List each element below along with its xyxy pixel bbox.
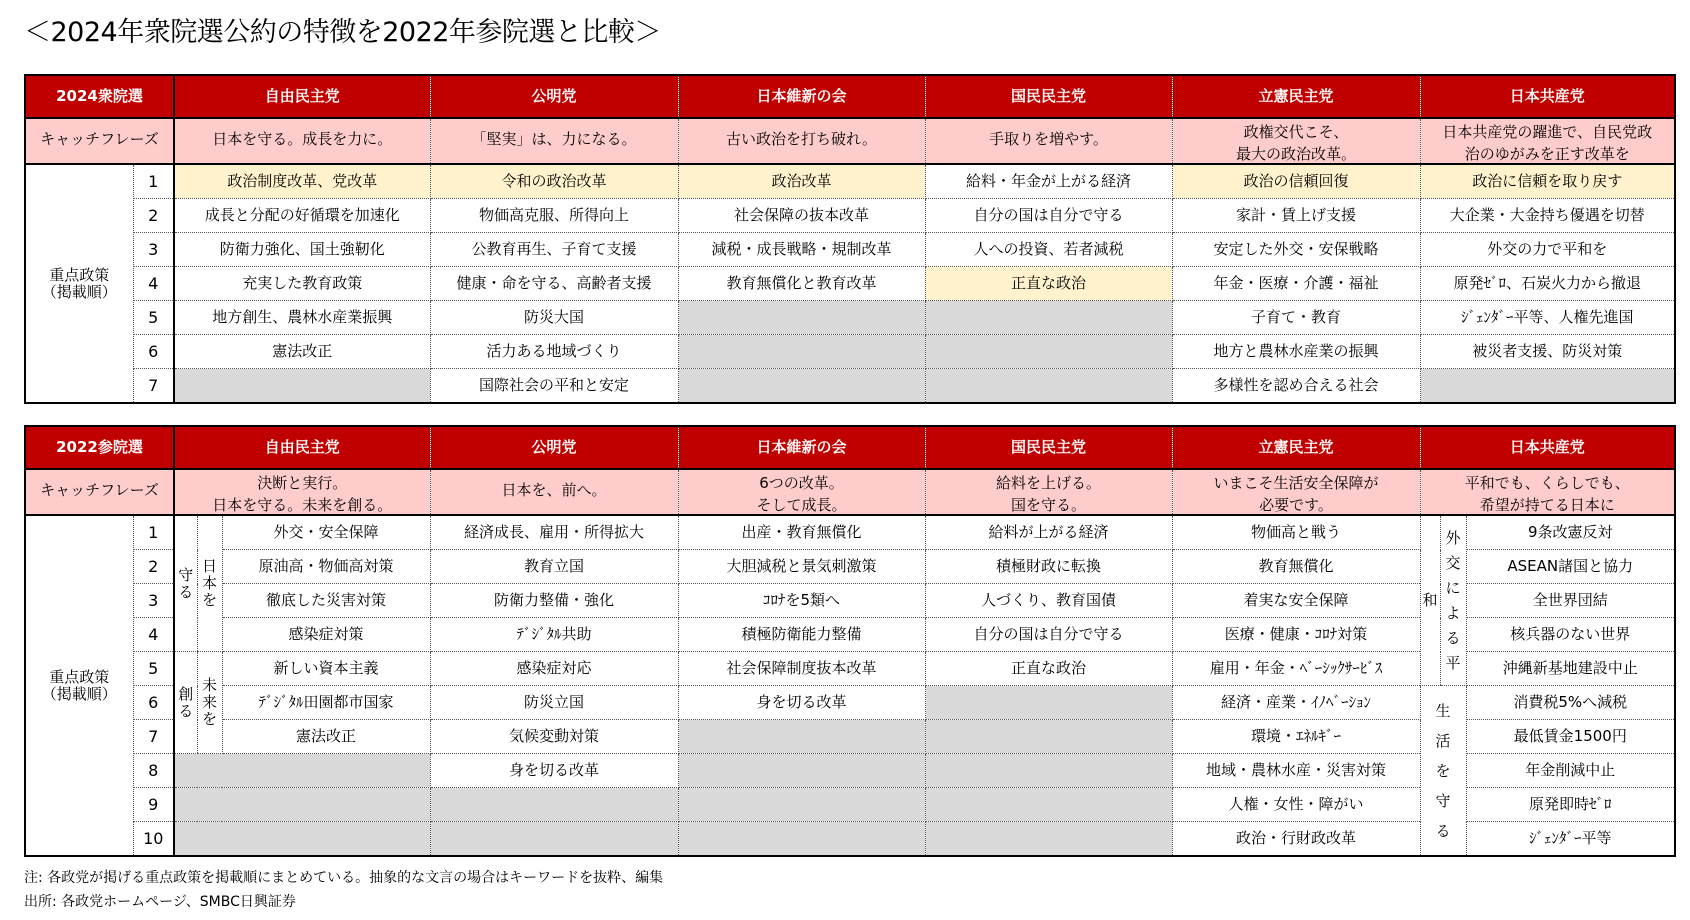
policy-cell: 原発ｾﾞﾛ、石炭火力から撤退 xyxy=(1420,267,1675,301)
party-header: 自由民主党 xyxy=(174,75,430,118)
policy-cell: 国際社会の平和と安定 xyxy=(430,369,678,404)
rank-number: 5 xyxy=(133,652,174,686)
footnotes xyxy=(24,866,663,914)
policy-cell: 最低賃金1500円 xyxy=(1466,720,1675,754)
policy-cell: 沖縄新基地建設中止 xyxy=(1466,652,1675,686)
party-header: 公明党 xyxy=(430,75,678,118)
policy-cell xyxy=(925,369,1172,404)
policy-cell xyxy=(430,788,678,822)
policy-cell: 環境・ｴﾈﾙｷﾞｰ xyxy=(1172,720,1420,754)
party-header: 自由民主党 xyxy=(174,426,430,469)
election-label: 2024衆院選 xyxy=(25,75,174,118)
policy-cell xyxy=(925,822,1172,857)
policy-cell: 人への投資、若者減税 xyxy=(925,233,1172,267)
policy-cell: 地方創生、農林水産業振興 xyxy=(174,301,430,335)
table-row xyxy=(25,199,1675,233)
policy-cell: 自分の国は自分で守る xyxy=(925,199,1172,233)
policy-cell: 消費税5%へ減税 xyxy=(1466,686,1675,720)
policy-cell: 健康・命を守る、高齢者支援 xyxy=(430,267,678,301)
policy-cell: 外交の力で平和を xyxy=(1420,233,1675,267)
policy-cell: 原油高・物価高対策 xyxy=(222,550,430,584)
policy-cell xyxy=(678,369,925,404)
rank-number: 4 xyxy=(133,618,174,652)
table-row xyxy=(25,164,1675,199)
policy-cell: 経済・産業・ｲﾉﾍﾞｰｼｮﾝ xyxy=(1172,686,1420,720)
policy-cell: 令和の政治改革 xyxy=(430,164,678,199)
rank-number: 7 xyxy=(133,720,174,754)
policy-cell: 家計・賃上げ支援 xyxy=(1172,199,1420,233)
source-text: 出所: 各政党ホームページ、SMBC日興証券 xyxy=(24,894,296,910)
rank-number: 2 xyxy=(133,550,174,584)
table-row xyxy=(25,267,1675,301)
party-header: 日本維新の会 xyxy=(678,426,925,469)
policy-cell: 防衛力強化、国土強靭化 xyxy=(174,233,430,267)
policy-cell: ﾃﾞｼﾞﾀﾙ共助 xyxy=(430,618,678,652)
rank-number: 3 xyxy=(133,233,174,267)
vertical-group-label: 未 来 を xyxy=(197,652,222,754)
policy-cell: 活力ある地域づくり xyxy=(430,335,678,369)
rank-number: 9 xyxy=(133,788,174,822)
catchphrase-cell: 手取りを増やす。 xyxy=(925,118,1172,164)
election-label: 2022参院選 xyxy=(25,426,174,469)
catchphrase-cell: 給料を上げる。 国を守る。 xyxy=(925,469,1172,515)
policy-cell xyxy=(925,301,1172,335)
policy-cell: 教育無償化 xyxy=(1172,550,1420,584)
rank-number: 6 xyxy=(133,335,174,369)
rank-number: 1 xyxy=(133,515,174,550)
policy-cell xyxy=(1420,369,1675,404)
policy-cell: 防衛力整備・強化 xyxy=(430,584,678,618)
policy-cell: 人権・女性・障がい xyxy=(1172,788,1420,822)
policy-cell: 原発即時ｾﾞﾛ xyxy=(1466,788,1675,822)
catchphrase-label: キャッチフレーズ xyxy=(25,469,174,515)
policy-cell: 多様性を認め合える社会 xyxy=(1172,369,1420,404)
table-row xyxy=(25,686,1675,720)
policy-cell: 政治に信頼を取り戻す xyxy=(1420,164,1675,199)
policy-cell: 感染症対策 xyxy=(222,618,430,652)
policy-cell: 給料が上がる経済 xyxy=(925,515,1172,550)
policy-cell: 年金削減中止 xyxy=(1466,754,1675,788)
vertical-group-label: 創 る xyxy=(174,652,197,754)
policy-cell: 着実な安全保障 xyxy=(1172,584,1420,618)
policy-cell: 憲法改正 xyxy=(174,335,430,369)
vertical-group-label: 日 本 を xyxy=(197,515,222,652)
policy-cell: 積極財政に転換 xyxy=(925,550,1172,584)
policy-cell: 地域・農林水産・災害対策 xyxy=(1172,754,1420,788)
policy-cell: 新しい資本主義 xyxy=(222,652,430,686)
vertical-group-label: 生 活 を 守 る xyxy=(1420,686,1466,857)
policy-cell: 出産・教育無償化 xyxy=(678,515,925,550)
policy-cell xyxy=(678,301,925,335)
policy-cell xyxy=(174,754,430,788)
policy-cell: 経済成長、雇用・所得拡大 xyxy=(430,515,678,550)
policy-cell: 政治・行財政改革 xyxy=(1172,822,1420,857)
catchphrase-cell: 日本共産党の躍進で、自民党政 治のゆがみを正す改革を xyxy=(1420,118,1675,164)
party-header: 立憲民主党 xyxy=(1172,426,1420,469)
vertical-group-label: 和 xyxy=(1420,515,1440,686)
catchphrase-row xyxy=(25,469,1675,515)
table-row xyxy=(25,369,1675,404)
policy-cell: 9条改憲反対 xyxy=(1466,515,1675,550)
header-row xyxy=(25,426,1675,469)
catchphrase-cell: 6つの改革。 そして成長。 xyxy=(678,469,925,515)
table-row xyxy=(25,301,1675,335)
rank-number: 2 xyxy=(133,199,174,233)
policy-cell: 地方と農林水産業の振興 xyxy=(1172,335,1420,369)
policy-cell: 医療・健康・ｺﾛﾅ対策 xyxy=(1172,618,1420,652)
policy-cell: 教育立国 xyxy=(430,550,678,584)
policy-cell: 年金・医療・介護・福祉 xyxy=(1172,267,1420,301)
policy-cell: 社会保障制度抜本改革 xyxy=(678,652,925,686)
policy-cell: 社会保障の抜本改革 xyxy=(678,199,925,233)
policy-cell: 物価高と戦う xyxy=(1172,515,1420,550)
policy-cell: 政治制度改革、党改革 xyxy=(174,164,430,199)
catchphrase-cell: 古い政治を打ち破れ。 xyxy=(678,118,925,164)
policy-cell xyxy=(678,822,925,857)
policy-cell xyxy=(678,720,925,754)
policy-cell: 大胆減税と景気刺激策 xyxy=(678,550,925,584)
policy-cell: 成長と分配の好循環を加速化 xyxy=(174,199,430,233)
policy-cell: 給料・年金が上がる経済 xyxy=(925,164,1172,199)
catchphrase-cell: 平和でも、くらしでも、 希望が持てる日本に xyxy=(1420,469,1675,515)
policy-cell xyxy=(678,788,925,822)
rank-number: 3 xyxy=(133,584,174,618)
policy-cell: 子育て・教育 xyxy=(1172,301,1420,335)
policy-cell: 正直な政治 xyxy=(925,652,1172,686)
policy-cell: ｼﾞｪﾝﾀﾞｰ平等、人権先進国 xyxy=(1420,301,1675,335)
policy-cell: 気候変動対策 xyxy=(430,720,678,754)
policy-cell: ASEAN諸国と協力 xyxy=(1466,550,1675,584)
policy-cell xyxy=(430,822,678,857)
party-header: 日本維新の会 xyxy=(678,75,925,118)
catchphrase-cell: 日本を守る。成長を力に。 xyxy=(174,118,430,164)
policy-cell: 公教育再生、子育て支援 xyxy=(430,233,678,267)
rank-number: 8 xyxy=(133,754,174,788)
vertical-group-label: 外 交 に よ る 平 xyxy=(1440,515,1466,686)
policy-cell: 積極防衛能力整備 xyxy=(678,618,925,652)
policy-cell: 人づくり、教育国債 xyxy=(925,584,1172,618)
rank-number: 10 xyxy=(133,822,174,857)
policy-cell xyxy=(925,754,1172,788)
policy-label: 重点政策 （掲載順） xyxy=(25,164,133,403)
policy-cell: 防災立国 xyxy=(430,686,678,720)
policy-cell: 教育無償化と教育改革 xyxy=(678,267,925,301)
catchphrase-cell: 政権交代こそ、 最大の政治改革。 xyxy=(1172,118,1420,164)
party-header: 日本共産党 xyxy=(1420,75,1675,118)
policy-cell xyxy=(925,335,1172,369)
table-row xyxy=(25,233,1675,267)
catchphrase-cell: 決断と実行。 日本を守る。未来を創る。 xyxy=(174,469,430,515)
party-header: 国民民主党 xyxy=(925,75,1172,118)
rank-number: 4 xyxy=(133,267,174,301)
policy-cell: 物価高克服、所得向上 xyxy=(430,199,678,233)
policy-cell: 外交・安全保障 xyxy=(222,515,430,550)
policy-cell xyxy=(925,720,1172,754)
catchphrase-cell: 日本を、前へ。 xyxy=(430,469,678,515)
party-header: 国民民主党 xyxy=(925,426,1172,469)
policy-cell: 憲法改正 xyxy=(222,720,430,754)
policy-cell: 雇用・年金・ﾍﾞｰｼｯｸｻｰﾋﾞｽ xyxy=(1172,652,1420,686)
policy-cell: 感染症対応 xyxy=(430,652,678,686)
policy-cell: 核兵器のない世界 xyxy=(1466,618,1675,652)
policy-cell xyxy=(174,788,430,822)
party-header: 立憲民主党 xyxy=(1172,75,1420,118)
policy-cell: 徹底した災害対策 xyxy=(222,584,430,618)
policy-cell: 被災者支援、防災対策 xyxy=(1420,335,1675,369)
policy-cell: 政治改革 xyxy=(678,164,925,199)
policy-cell: 正直な政治 xyxy=(925,267,1172,301)
policy-cell: 充実した教育政策 xyxy=(174,267,430,301)
note-text: 注: 各政党が掲げる重点政策を掲載順にまとめている。抽象的な文言の場合はキーワードを抜粋、編集 xyxy=(24,870,664,886)
policy-label: 重点政策 （掲載順） xyxy=(25,515,133,856)
catchphrase-label: キャッチフレーズ xyxy=(25,118,174,164)
catchphrase-cell: 「堅実」は、力になる。 xyxy=(430,118,678,164)
catchphrase-cell: いまこそ生活安全保障が 必要です。 xyxy=(1172,469,1420,515)
policy-cell xyxy=(174,369,430,404)
policy-cell xyxy=(678,754,925,788)
table-row xyxy=(25,515,1675,550)
rank-number: 7 xyxy=(133,369,174,404)
table-2022-election xyxy=(24,425,1676,857)
policy-cell: 身を切る改革 xyxy=(678,686,925,720)
policy-cell xyxy=(925,686,1172,720)
policy-cell: 安定した外交・安保戦略 xyxy=(1172,233,1420,267)
policy-cell: 身を切る改革 xyxy=(430,754,678,788)
policy-cell xyxy=(174,822,430,857)
party-header: 公明党 xyxy=(430,426,678,469)
vertical-group-label: 守 る xyxy=(174,515,197,652)
policy-cell: 全世界団結 xyxy=(1466,584,1675,618)
policy-cell: 自分の国は自分で守る xyxy=(925,618,1172,652)
table-row xyxy=(25,335,1675,369)
rank-number: 5 xyxy=(133,301,174,335)
policy-cell xyxy=(678,335,925,369)
policy-cell: ｺﾛﾅを5類へ xyxy=(678,584,925,618)
policy-cell: ﾃﾞｼﾞﾀﾙ田園都市国家 xyxy=(222,686,430,720)
rank-number: 1 xyxy=(133,164,174,199)
rank-number: 6 xyxy=(133,686,174,720)
page-title: ＜2024年衆院選公約の特徴を2022年参院選と比較＞ xyxy=(24,17,661,48)
policy-cell xyxy=(925,788,1172,822)
header-row xyxy=(25,75,1675,118)
catchphrase-row xyxy=(25,118,1675,164)
party-header: 日本共産党 xyxy=(1420,426,1675,469)
policy-cell: 政治の信頼回復 xyxy=(1172,164,1420,199)
table-2024-election xyxy=(24,74,1676,404)
policy-cell: 防災大国 xyxy=(430,301,678,335)
policy-cell: ｼﾞｪﾝﾀﾞｰ平等 xyxy=(1466,822,1675,857)
policy-cell: 減税・成長戦略・規制改革 xyxy=(678,233,925,267)
policy-cell: 大企業・大金持ち優遇を切替 xyxy=(1420,199,1675,233)
